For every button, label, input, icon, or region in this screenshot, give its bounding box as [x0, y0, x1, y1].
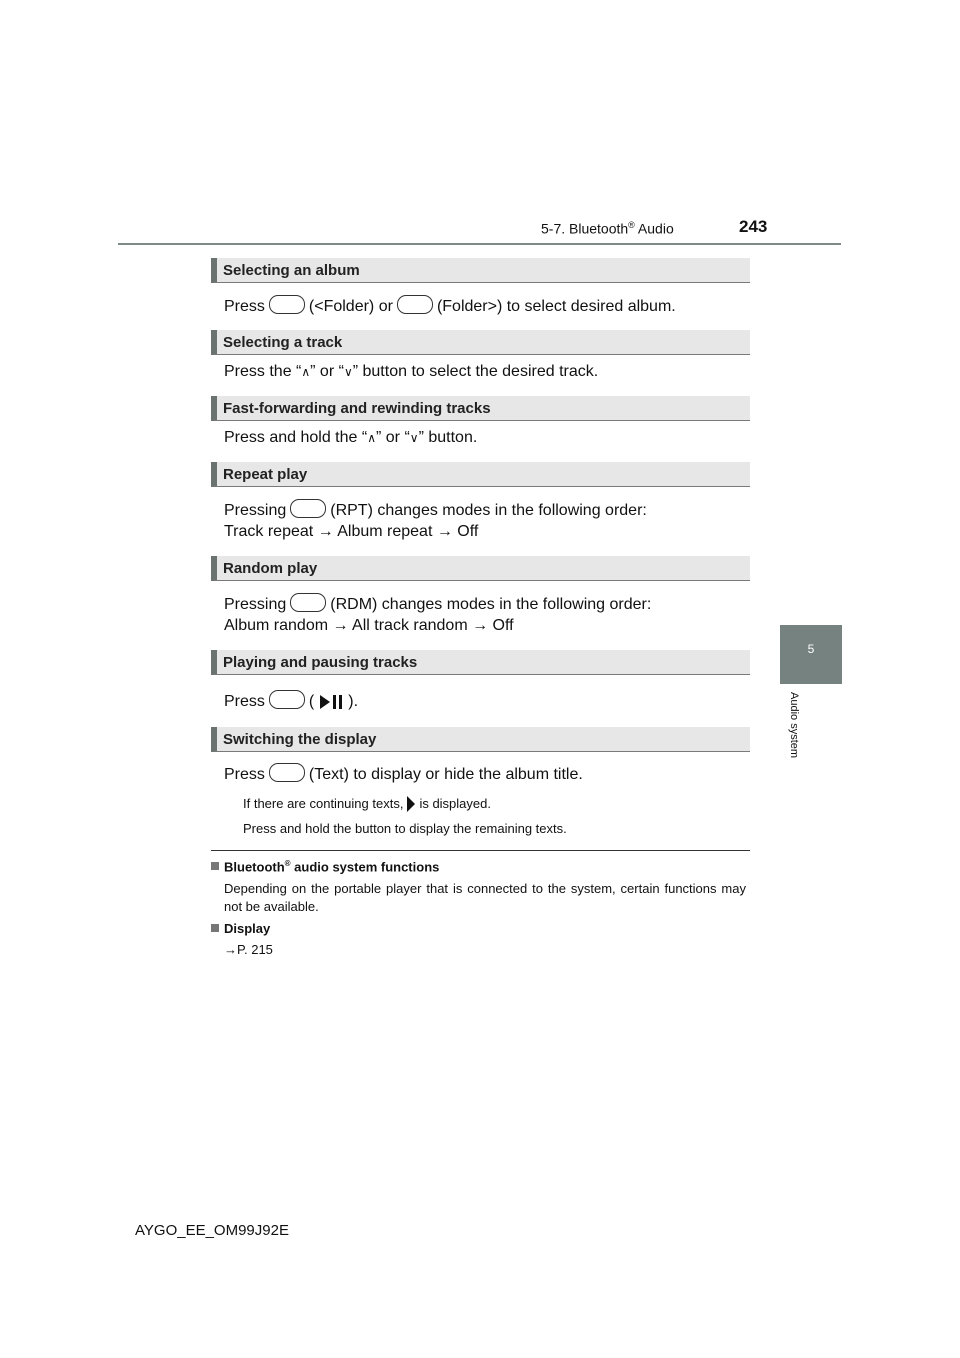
- continue-arrow-icon: [407, 796, 415, 812]
- button-icon: [269, 295, 305, 314]
- square-bullet-icon: [211, 924, 219, 932]
- text: (: [308, 693, 315, 710]
- notes-divider: [211, 850, 750, 851]
- chapter-heading: [541, 220, 674, 237]
- button-icon: [397, 295, 433, 314]
- section-header-selecting-track: [211, 330, 750, 355]
- play-instruction: [224, 690, 358, 711]
- section-header-playing-pausing: [211, 650, 750, 675]
- text: (RPT) changes modes in the following order:: [330, 502, 647, 519]
- text: Pressing: [224, 502, 287, 519]
- note-heading-display: [211, 921, 270, 936]
- text: ” or “: [310, 363, 344, 380]
- chapter-suffix: Audio: [634, 220, 674, 237]
- album-instruction: [224, 295, 676, 316]
- text: (Text) to display or hide the album title.: [308, 766, 583, 783]
- page-number: 243: [739, 217, 768, 236]
- chapter-tab-label: Audio system: [788, 692, 800, 759]
- repeat-instruction: [224, 499, 647, 520]
- section-title: Switching the display: [223, 731, 377, 748]
- header-rule: [118, 243, 841, 245]
- text: audio system functions: [290, 859, 440, 875]
- section-title: Random play: [223, 560, 318, 577]
- square-bullet-icon: [211, 862, 219, 870]
- track-instruction: [224, 363, 598, 381]
- play-pause-icon: [320, 695, 342, 709]
- section-title: Selecting an album: [223, 262, 360, 279]
- text: ” or “: [376, 429, 410, 446]
- section-header-switching-display: [211, 727, 750, 752]
- down-symbol: ∨: [343, 365, 353, 379]
- section-header-repeat-play: [211, 462, 750, 487]
- text: Press: [224, 298, 265, 315]
- text: If there are continuing texts,: [243, 796, 404, 811]
- section-title: Fast-forwarding and rewinding tracks: [223, 400, 491, 417]
- button-icon: [290, 593, 326, 612]
- text: (<Folder) or: [308, 298, 393, 315]
- text: is displayed.: [419, 796, 491, 811]
- display-instruction: [224, 763, 583, 784]
- note-link-display: →P. 215: [224, 942, 273, 957]
- button-icon: [290, 499, 326, 518]
- display-note-1: [243, 796, 491, 812]
- text: Press: [224, 693, 265, 710]
- random-order: Album random → All track random → Off: [224, 617, 514, 634]
- ff-instruction: [224, 429, 477, 447]
- document-code: AYGO_EE_OM99J92E: [135, 1222, 289, 1239]
- up-symbol: ∧: [367, 431, 376, 445]
- chapter-tab-number: 5: [807, 642, 815, 656]
- section-title: Repeat play: [223, 466, 308, 483]
- text: Press the “: [224, 363, 302, 380]
- text: ).: [348, 693, 359, 710]
- section-title: Selecting a track: [223, 334, 343, 351]
- button-icon: [269, 763, 305, 782]
- text: Pressing: [224, 596, 287, 613]
- display-note-2: Press and hold the button to display the remaining texts.: [243, 821, 567, 836]
- text: Press: [224, 766, 265, 783]
- note-text-bluetooth: Depending on the portable player that is connected to the system, certain functions may not be available.: [224, 881, 746, 914]
- note-heading-bluetooth: [211, 859, 439, 874]
- text: (RDM) changes modes in the following order:: [330, 596, 652, 613]
- text: ” button.: [418, 429, 478, 446]
- text: Press and hold the “: [224, 429, 368, 446]
- up-symbol: ∧: [301, 365, 311, 379]
- text: Display: [224, 921, 271, 936]
- section-title: Playing and pausing tracks: [223, 654, 418, 671]
- text: Bluetooth: [224, 859, 285, 875]
- registered-mark: ®: [628, 220, 635, 230]
- registered-mark: ®: [284, 859, 291, 868]
- repeat-order: Track repeat → Album repeat → Off: [224, 523, 479, 540]
- chapter-prefix: 5-7. Bluetooth: [541, 220, 629, 237]
- random-instruction: [224, 593, 651, 614]
- section-header-selecting-album: [211, 258, 750, 283]
- text: (Folder>) to select desired album.: [436, 298, 676, 315]
- text: ” button to select the desired track.: [352, 363, 599, 380]
- down-symbol: ∨: [409, 431, 419, 445]
- button-icon: [269, 690, 305, 709]
- section-header-fast-forwarding: [211, 396, 750, 421]
- section-header-random-play: [211, 556, 750, 581]
